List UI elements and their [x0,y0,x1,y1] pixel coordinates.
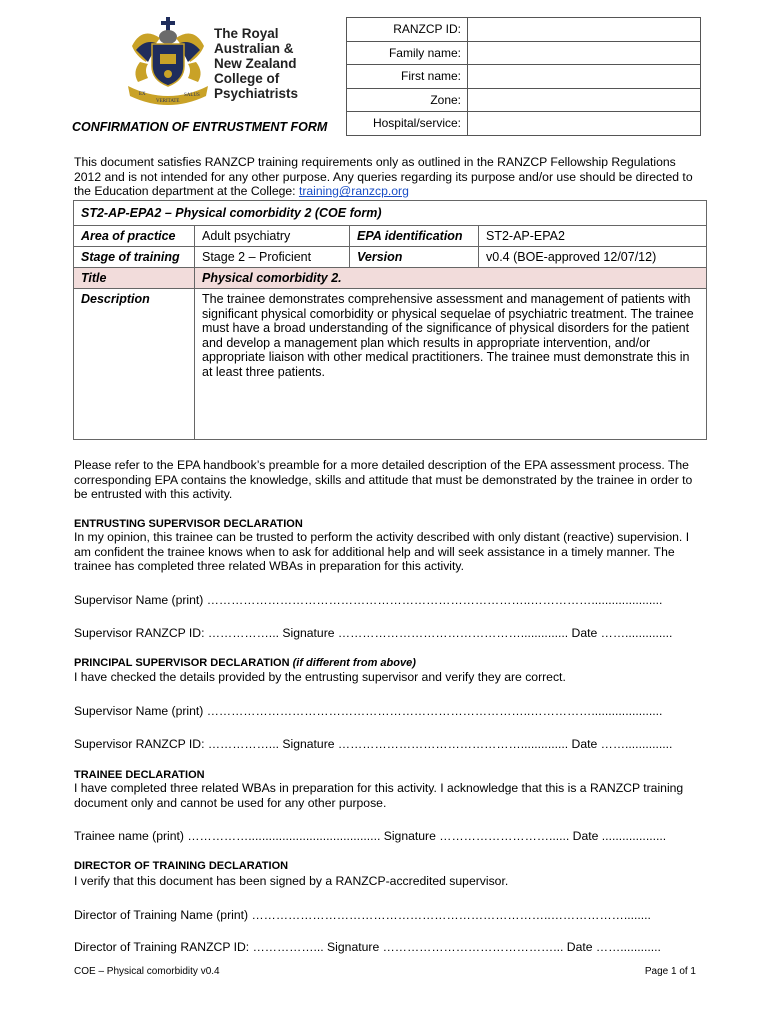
motto-veritate: VERITATE [156,99,180,104]
form-title: CONFIRMATION OF ENTRUSTMENT FORM [72,120,328,134]
id-row [347,65,701,89]
footer-page-number: Page 1 of 1 [644,966,696,977]
college-name [214,26,324,101]
id-row [347,41,701,65]
epa-table [73,200,707,440]
epa-heading: ST2-AP-EPA2 – Physical comorbidity 2 (COE form) [74,201,707,226]
stage-of-training-label: Stage of training [74,247,195,268]
hospital-service-field[interactable] [468,112,701,136]
college-name-line: Psychiatrists [214,86,299,101]
email-link[interactable]: training@ranzcp.org [298,184,409,199]
epa-identification-value: ST2-AP-EPA2 [479,226,707,247]
epa-row [74,247,707,268]
zone-label: Zone: [347,88,468,112]
trainee-signature-line[interactable]: Trainee name (print) ……………....................................... Signature ………………………...... Date ................... [74,829,667,843]
first-name-label: First name: [347,65,468,89]
id-row [347,18,701,42]
principal-name-line[interactable]: Supervisor Name (print) ……………………………………………………………………..……………..................... [74,704,663,718]
director-declaration-body: I verify that this document has been signed by a RANZCP-accredited supervisor. [74,874,509,888]
college-name-line: College of [214,71,280,86]
principal-supervisor-body: I have checked the details provided by the entrusting supervisor and verify they are correct. [74,670,566,684]
epa-row [74,226,707,247]
area-of-practice-value: Adult psychiatry [195,226,350,247]
family-name-field[interactable] [468,41,701,65]
description-label: Description [74,289,195,440]
footer-document-name: COE – Physical comorbidity v0.4 [74,966,220,977]
motto-salus: SALUS [184,93,200,98]
version-value: v0.4 (BOE-approved 12/07/12) [479,247,707,268]
principal-id-signature-line[interactable]: Supervisor RANZCP ID: ……………... Signature ……………………………………….............. Date …….............. [74,737,673,751]
director-name-line[interactable]: Director of Training Name (print) ………………………………………………………………..………………........ [74,908,651,922]
college-name-line: Australian & [214,41,294,56]
hospital-service-label: Hospital/service: [347,112,468,136]
stage-of-training-value: Stage 2 – Proficient [195,247,350,268]
title-value: Physical comorbidity 2. [195,268,707,289]
version-label: Version [350,247,479,268]
principal-supervisor-heading [74,657,416,669]
intro-text: This document satisfies RANZCP training requirements only as outlined in the RANZCP Fellowship Regulations 2012 and is not intended for any other purpose. Any queries regarding its purpose and/or use should be directed to the Education department at the College: [74,155,693,199]
first-name-field[interactable] [468,65,701,89]
principal-heading-text: PRINCIPAL SUPERVISOR DECLARATION [74,657,290,669]
epa-identification-label: EPA identification [350,226,479,247]
ranzcp-id-field[interactable] [468,18,701,42]
entrusting-supervisor-body: In my opinion, this trainee can be trusted to perform the activity described with only distant (reactive) supervision. I am confident the trainee knows when to ask for additional help and will seek assistance in a timely manner. The trainee has completed three related WBAs in preparation for this activity. [74,530,690,574]
epa-heading-row [74,201,707,226]
college-name-line: New Zealand [214,56,297,71]
college-name-line: The Royal [214,26,279,41]
principal-heading-note: (if different from above) [292,657,416,669]
college-crest-logo [122,16,214,106]
director-declaration-heading: DIRECTOR OF TRAINING DECLARATION [74,860,289,872]
trainee-declaration-body: I have completed three related WBAs in preparation for this activity. I acknowledge that this is a RANZCP training document only and cannot be used for any other purpose. [74,781,684,810]
intro-paragraph [74,155,700,199]
family-name-label: Family name: [347,41,468,65]
epa-title-row [74,268,707,289]
motto-ex: EX [139,92,146,97]
description-value: The trainee demonstrates comprehensive assessment and management of patients with significant physical comorbidity or physical sequelae of psychiatric treatment. The trainee must have a broad understanding of the significance of physical disorders for the patient and develop a management plan which results in appropriate intervention, and/or appropriate liaison with other medical practitioners. The trainee must demonstrate this in at least three patients. [195,289,707,440]
id-row [347,112,701,136]
supervisor-id-signature-line[interactable]: Supervisor RANZCP ID: ……………... Signature ……………………………………….............. Date …….............. [74,626,673,640]
ranzcp-id-label: RANZCP ID: [347,18,468,42]
id-row [347,88,701,112]
trainee-declaration-heading: TRAINEE DECLARATION [74,769,205,781]
entrusting-supervisor-heading: ENTRUSTING SUPERVISOR DECLARATION [74,518,303,530]
area-of-practice-label: Area of practice [74,226,195,247]
supervisor-name-line[interactable]: Supervisor Name (print) ……………………………………………………………………..……………..................... [74,593,663,607]
zone-field[interactable] [468,88,701,112]
handbook-note: Please refer to the EPA handbook’s preamble for a more detailed description of the EPA assessment process. The corresponding EPA contains the knowledge, skills and attitude that must be demonstrated by the trainee in order to be entrusted with this activity. [74,458,693,502]
trainee-id-table [346,17,701,136]
epa-description-row [74,289,707,440]
director-id-signature-line[interactable]: Director of Training RANZCP ID: ……………... Signature ……………………………………... Date ……............ [74,940,661,954]
title-label: Title [74,268,195,289]
